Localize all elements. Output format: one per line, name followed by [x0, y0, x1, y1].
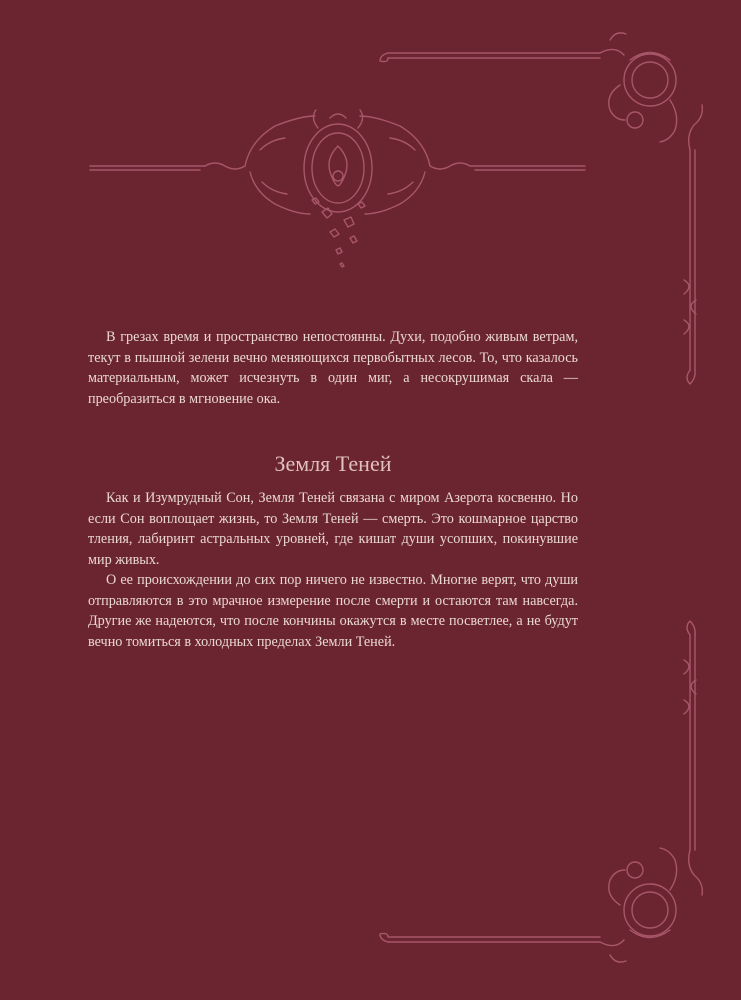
- bottom-corner-frame-ornament: [380, 621, 702, 962]
- intro-text: [88, 327, 578, 409]
- section-body: [88, 488, 578, 652]
- body-paragraph: Как и Изумрудный Сон, Земля Теней связана с миром Азерота косвенно. Но если Сон воплощает жизнь, то Земля Теней — смерть. Это кошмарное царство тления, лабиринт астральных уровней, где кишат души усопших, покинувшие мир живых.: [88, 490, 578, 568]
- intro-paragraph: В грезах время и пространство непостоянны. Духи, подобно живым ветрам, текут в пышной зелени вечно меняющихся первобытных лесов. То, что казалось материальным, может исчезнуть в один миг, а несокрушимая скала — преобразиться в мгновение ока.: [88, 329, 578, 407]
- section-heading: Земля Теней: [274, 451, 392, 476]
- body-paragraph: О ее происхождении до сих пор ничего не известно. Многие верят, что души отправляются в это мрачное измерение после смерти и остаются там навсегда. Другие же надеются, что после кончины окажутся в месте посветлее, а не будут вечно томиться в холодных пределах Земли Теней.: [88, 572, 578, 650]
- divider-crest-ornament: [90, 110, 585, 267]
